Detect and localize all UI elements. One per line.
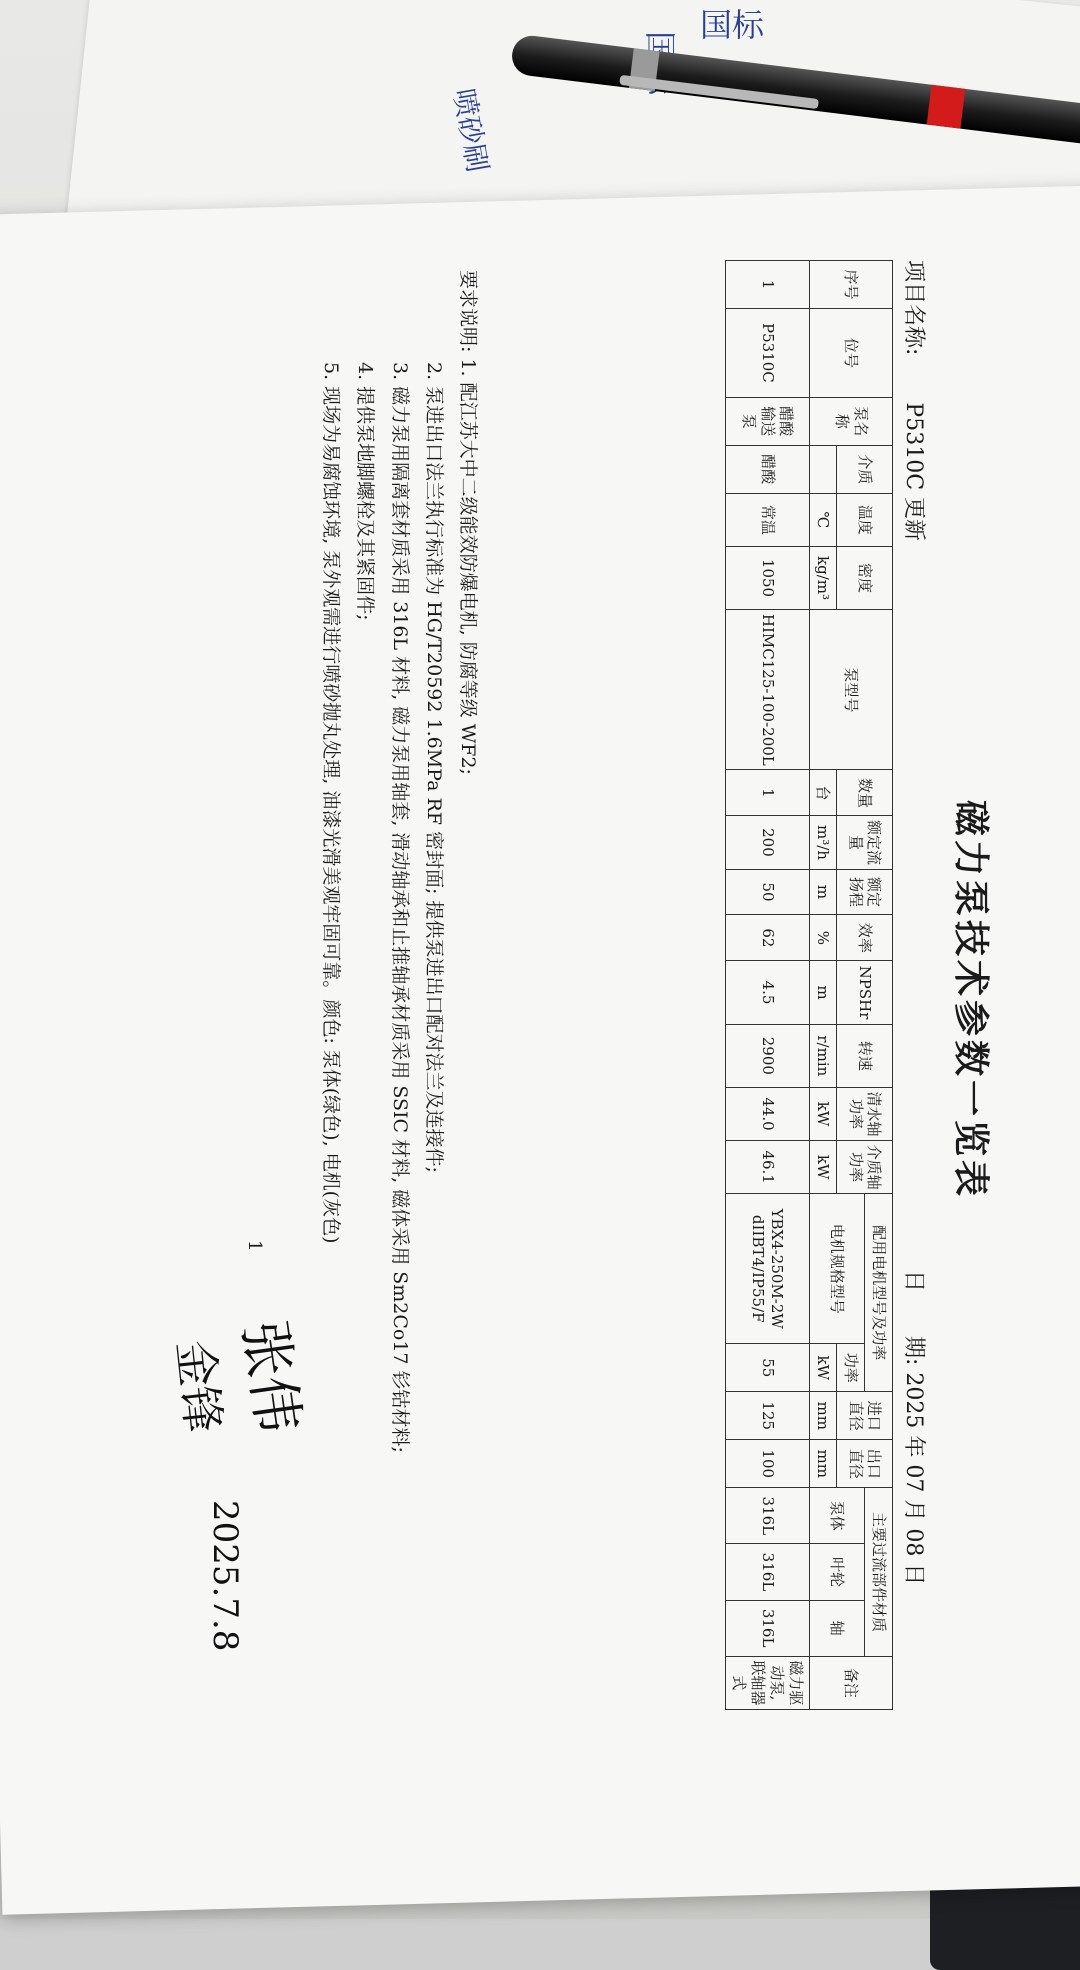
cell-remarks: 磁力驱动泵,联轴器式 (725, 1656, 809, 1709)
unit-npshr: m (809, 961, 837, 1024)
document-content (167, 240, 1005, 1800)
unit-medium (809, 445, 837, 493)
cell-pump-name: 醋酸输送泵 (725, 397, 809, 445)
cell-outlet: 100 (725, 1440, 809, 1488)
cell-impeller: 316L (725, 1544, 809, 1600)
header-flow: 额定流量 (837, 816, 893, 869)
cell-motor-power: 55 (725, 1344, 809, 1392)
header-outlet: 出口直径 (837, 1440, 893, 1488)
cell-inlet: 125 (725, 1392, 809, 1440)
pen-band (927, 85, 966, 129)
unit-outlet: mm (809, 1440, 837, 1488)
header-motor-model: 电机规格型号 (809, 1194, 865, 1344)
header-pump-model: 泵型号 (809, 610, 892, 770)
signature: 金锋 (167, 1337, 231, 1435)
cell-pump-model: HIMC125-100-200L (725, 610, 809, 770)
cell-motor-model: YBX4-250M-2W dIIBT4/IP55/F (725, 1194, 809, 1344)
note-item: 3. 磁力泵用隔离套材质采用 316L 材料, 磁力泵用轴套, 滑动轴承和止推轴承材质采用 SSIC 材料, 磁体采用 Sm2Co17 钐钴材料; (388, 362, 411, 1453)
cell-shaft: 316L (725, 1600, 809, 1656)
table-row (725, 261, 809, 1710)
cell-speed: 2900 (725, 1024, 809, 1087)
header-medium: 介质 (837, 445, 893, 493)
header-efficiency: 效率 (837, 915, 893, 961)
cell-temperature: 常温 (725, 493, 809, 546)
cell-body: 316L (725, 1488, 809, 1544)
cell-head: 50 (725, 869, 809, 915)
header-position: 位号 (809, 308, 892, 397)
note-item: 2. 泵进出口法兰执行标准为 HG/T20592 1.6MPa RF 密封面; 提供泵进出口配对法兰及连接件; (422, 362, 445, 1173)
date-label: 日 期: (901, 1270, 926, 1366)
cell-npshr: 4.5 (725, 961, 809, 1024)
cell-quantity: 1 (725, 770, 809, 816)
header-speed: 转速 (837, 1024, 893, 1087)
cell-medium: 醋酸 (725, 445, 809, 493)
signature-date: 2025.7.8 (205, 1500, 245, 1652)
project-label: 项目名称: (901, 260, 926, 356)
header-remarks: 备注 (809, 1656, 892, 1709)
signature: 张伟 (230, 1316, 311, 1437)
header-motor-power: 功率 (837, 1344, 865, 1392)
cell-density: 1050 (725, 546, 809, 609)
unit-speed: r/min (809, 1024, 837, 1087)
header-inlet: 进口直径 (837, 1392, 893, 1440)
project-value: P5310C 更新 (901, 402, 926, 542)
cell-flow: 200 (725, 816, 809, 869)
cell-position: P5310C (725, 308, 809, 397)
unit-inlet: mm (809, 1392, 837, 1440)
cell-efficiency: 62 (725, 915, 809, 961)
pump-parameter-table (725, 260, 893, 1710)
note-item: 5. 现场为易腐蚀环境, 泵外观需进行喷砂抛丸处理, 油漆光滑美观牢固可靠。颜色: 泵体(绿色), 电机(灰色) (320, 362, 343, 1244)
date-value: 2025 年 07 月 08 日 (901, 1372, 926, 1586)
header-seq: 序号 (809, 261, 892, 309)
unit-flow: m³/h (809, 816, 837, 869)
header-shaft: 轴 (809, 1600, 865, 1656)
cell-medium-shaft-power: 46.1 (725, 1141, 809, 1194)
header-pump-name: 泵名称 (809, 397, 892, 445)
header-density: 密度 (837, 546, 893, 609)
unit-motor-power: kW (809, 1344, 837, 1392)
requirements-notes (314, 270, 485, 1453)
document-title: 磁力泵技术参数一览表 (950, 800, 992, 1201)
header-body: 泵体 (809, 1488, 865, 1544)
cell-seq: 1 (725, 261, 809, 309)
unit-quantity: 台 (809, 770, 837, 816)
unit-water-shaft-power: kW (809, 1087, 837, 1140)
note-item: 4. 提供泵地脚螺栓及其紧固件; (354, 362, 377, 621)
header-water-shaft-power: 清水轴功率 (837, 1087, 893, 1140)
page-number: 1 (244, 1240, 265, 1252)
cell-water-shaft-power: 44.0 (725, 1087, 809, 1140)
project-line (900, 260, 931, 541)
notes-line (451, 270, 485, 1453)
handwriting-note: 喷砂刷 (446, 86, 495, 175)
unit-medium-shaft-power: kW (809, 1141, 837, 1194)
header-materials-group: 主要过流部件材质 (865, 1488, 893, 1656)
unit-efficiency: % (809, 915, 837, 961)
header-npshr: NPSHr (837, 961, 893, 1024)
header-head: 额定扬程 (837, 869, 893, 915)
handwriting-note: 国标 (700, 6, 765, 44)
header-quantity: 数量 (837, 770, 893, 816)
header-temperature: 温度 (837, 493, 893, 546)
header-motor-group: 配用电机型号及功率 (865, 1194, 893, 1392)
unit-density: kg/m³ (809, 546, 837, 609)
unit-temperature: ℃ (809, 493, 837, 546)
notes-title: 要求说明: (457, 270, 479, 353)
unit-head: m (809, 869, 837, 915)
date-line (900, 1270, 931, 1585)
header-impeller: 叶轮 (809, 1544, 865, 1600)
header-medium-shaft-power: 介质轴功率 (837, 1141, 893, 1194)
note-item: 1. 配江苏大中二级能效防爆电机, 防腐等级 WF2; (457, 358, 479, 775)
